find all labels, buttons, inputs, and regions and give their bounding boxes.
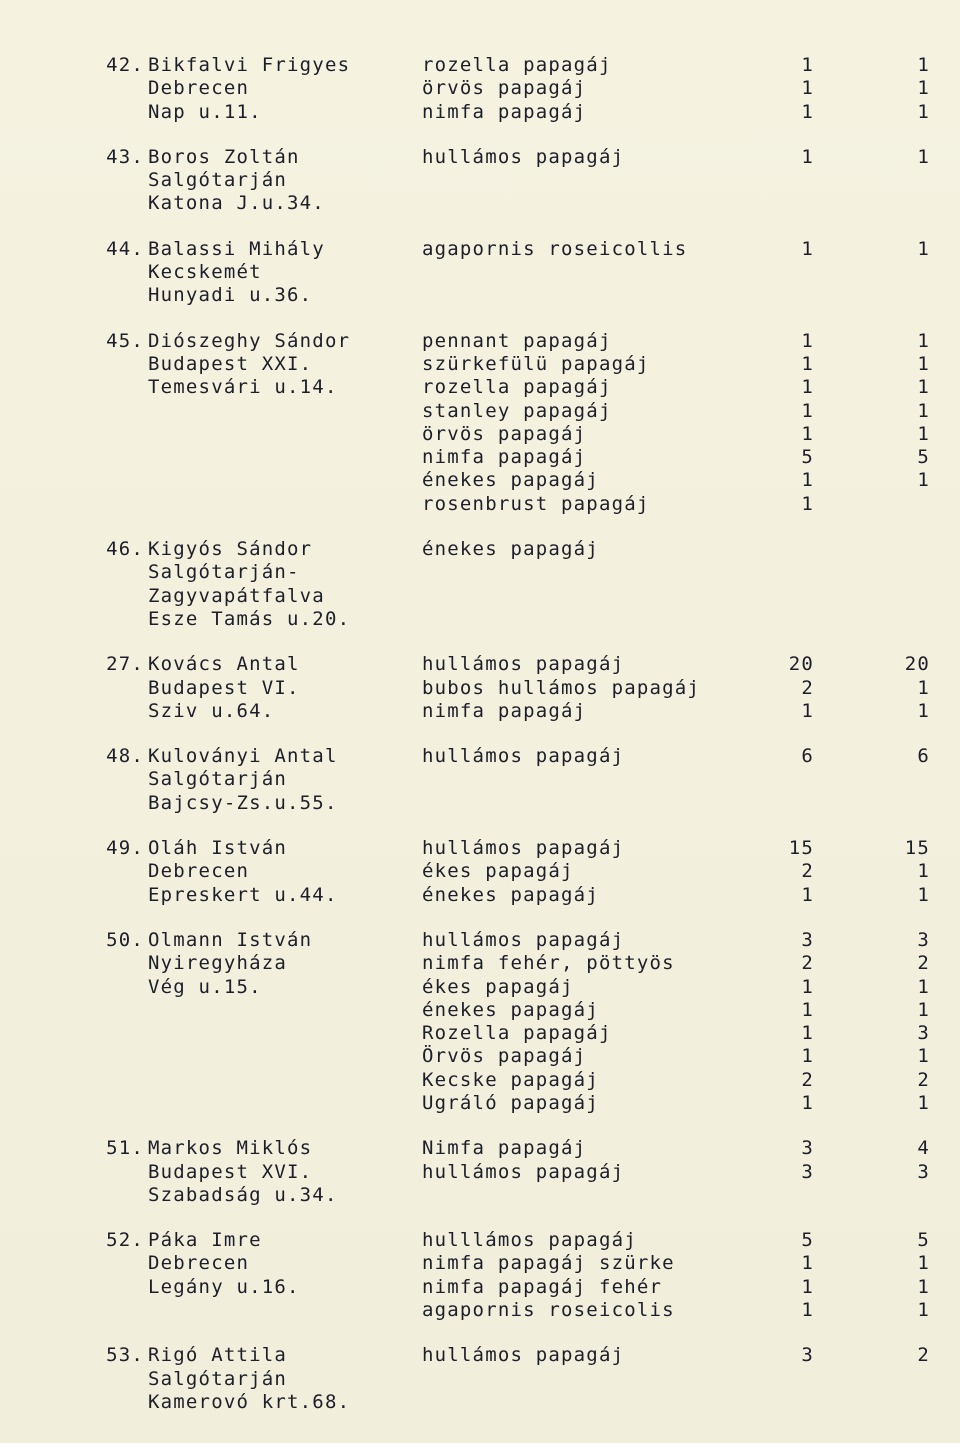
owner-line: Salgótarján- — [148, 561, 300, 584]
owner-line: Budapest XVI. — [148, 1160, 313, 1183]
count-entered: 1 — [801, 1299, 814, 1322]
count-second: 5 — [917, 446, 930, 469]
count-second — [814, 538, 930, 561]
bird-row — [422, 1344, 930, 1367]
entry-list — [0, 54, 960, 1414]
count-second: 1 — [917, 352, 930, 375]
species-name: énekes papagáj — [422, 883, 599, 906]
species-name: rozella papagáj — [422, 54, 612, 76]
owner-line: Epreskert u.44. — [148, 883, 338, 906]
count-entered: 2 — [801, 1068, 814, 1091]
owner-block — [148, 238, 422, 308]
bird-row — [422, 952, 930, 975]
owner-line: Zagyvapátfalva — [148, 584, 325, 607]
species-name: énekes papagáj — [422, 538, 599, 561]
bird-row — [422, 999, 930, 1022]
count-entered: 1 — [801, 54, 814, 76]
species-name: Rozella papagáj — [422, 1022, 612, 1045]
species-name: hullámos papagáj — [422, 837, 625, 860]
count-second: 1 — [917, 469, 930, 492]
owner-block — [148, 1229, 422, 1322]
entry-number: 49. — [106, 837, 144, 860]
count-second: 1 — [917, 399, 930, 422]
bird-row — [422, 1069, 930, 1092]
count-entered: 1 — [801, 1045, 814, 1068]
species-name: nimfa fehér, pöttyös — [422, 952, 675, 975]
bird-list — [422, 1137, 930, 1207]
bird-list — [422, 238, 930, 308]
count-entered: 1 — [801, 1252, 814, 1275]
species-name: hullámos papagáj — [422, 145, 625, 168]
bird-row — [422, 1161, 930, 1184]
species-name: szürkefülü papagáj — [422, 352, 650, 375]
count-second: 1 — [917, 1275, 930, 1298]
count-second: 1 — [917, 860, 930, 883]
species-name: rosenbrust papagáj — [422, 492, 650, 515]
count-entered: 1 — [801, 1275, 814, 1298]
bird-row — [422, 330, 930, 353]
count-entered: 6 — [801, 745, 814, 768]
count-second: 1 — [917, 1091, 930, 1114]
species-name: nimfa papagáj — [422, 699, 587, 722]
count-entered: 1 — [801, 329, 814, 352]
count-entered: 15 — [788, 837, 814, 860]
count-entered: 1 — [801, 352, 814, 375]
bird-row — [422, 1276, 930, 1299]
owner-line: Kecskemét — [148, 261, 262, 284]
species-name: hullámos papagáj — [422, 928, 625, 951]
owner-line: Nyiregyháza — [148, 952, 288, 975]
bird-row — [422, 77, 930, 100]
owner-line: Legány u.16. — [148, 1275, 300, 1298]
owner-line: Esze Tamás u.20. — [148, 607, 351, 630]
species-name: hullámos papagáj — [422, 1160, 625, 1183]
count-entered: 1 — [801, 1091, 814, 1114]
owner-line: Sziv u.64. — [148, 699, 275, 722]
count-second: 1 — [917, 676, 930, 699]
bird-row — [422, 54, 930, 77]
bird-row — [422, 1045, 930, 1068]
owner-block — [148, 929, 422, 1115]
bird-list — [422, 538, 930, 631]
owner-line: Katona J.u.34. — [148, 192, 325, 215]
count-second: 2 — [917, 1068, 930, 1091]
count-entered: 1 — [801, 699, 814, 722]
bird-list — [422, 837, 930, 907]
species-name: agapornis roseicolis — [422, 1299, 675, 1322]
bird-list — [422, 330, 930, 516]
count-entered: 1 — [801, 399, 814, 422]
species-name: Kecske papagáj — [422, 1068, 599, 1091]
bird-list — [422, 653, 930, 723]
count-entered: 2 — [801, 952, 814, 975]
bird-row — [422, 469, 930, 492]
bird-row — [422, 353, 930, 376]
species-name: pennant papagáj — [422, 329, 612, 352]
bird-row — [422, 538, 930, 561]
bird-row — [422, 400, 930, 423]
bird-row — [422, 1022, 930, 1045]
list-item — [0, 929, 960, 1115]
species-name: bubos hullámos papagáj — [422, 676, 701, 699]
count-second: 4 — [917, 1137, 930, 1160]
count-second: 2 — [917, 1344, 930, 1367]
count-entered: 20 — [788, 653, 814, 676]
count-entered: 1 — [801, 422, 814, 445]
species-name: örvös papagáj — [422, 422, 587, 445]
count-second: 2 — [917, 952, 930, 975]
owner-line: Bikfalvi Frigyes — [148, 54, 351, 76]
list-item — [0, 238, 960, 308]
count-entered: 1 — [801, 883, 814, 906]
count-second: 1 — [917, 1045, 930, 1068]
bird-row — [422, 929, 930, 952]
entry-number: 43. — [106, 145, 144, 168]
species-name: hullámos papagáj — [422, 653, 625, 676]
count-second: 3 — [917, 1022, 930, 1045]
owner-line: Debrecen — [148, 1252, 250, 1275]
entry-number: 53. — [106, 1344, 144, 1367]
bird-row — [422, 101, 930, 124]
owner-line: Budapest VI. — [148, 676, 300, 699]
species-name: agapornis roseicollis — [422, 237, 688, 260]
owner-line: Olmann István — [148, 928, 313, 951]
count-second: 1 — [917, 145, 930, 168]
list-item — [0, 1344, 960, 1414]
entry-number: 52. — [106, 1229, 144, 1252]
bird-row — [422, 423, 930, 446]
owner-block — [148, 538, 422, 631]
bird-row — [422, 860, 930, 883]
bird-row — [422, 1299, 930, 1322]
list-item — [0, 146, 960, 216]
owner-line: Nap u.11. — [148, 100, 262, 123]
bird-row — [422, 1229, 930, 1252]
entry-number: 45. — [106, 329, 144, 352]
count-entered: 5 — [801, 446, 814, 469]
owner-line: Kuloványi Antal — [148, 745, 338, 768]
count-second: 1 — [917, 100, 930, 123]
count-second: 1 — [917, 998, 930, 1021]
count-second: 1 — [917, 699, 930, 722]
entry-number: 51. — [106, 1137, 144, 1160]
count-second: 1 — [917, 422, 930, 445]
bird-row — [422, 1092, 930, 1115]
species-name: hullámos papagáj — [422, 745, 625, 768]
list-item — [0, 653, 960, 723]
owner-block — [148, 1137, 422, 1207]
count-entered: 3 — [801, 1137, 814, 1160]
owner-line: Kamerovó krt.68. — [148, 1390, 351, 1413]
owner-line: Boros Zoltán — [148, 145, 300, 168]
count-entered: 2 — [801, 676, 814, 699]
count-entered: 2 — [801, 860, 814, 883]
owner-line: Rigó Attila — [148, 1344, 288, 1367]
species-name: nimfa papagáj fehér — [422, 1275, 663, 1298]
species-name: Örvös papagáj — [422, 1045, 587, 1068]
owner-block — [148, 837, 422, 907]
entry-number: 44. — [106, 237, 144, 260]
owner-line: Budapest XXI. — [148, 352, 313, 375]
owner-block — [148, 146, 422, 216]
count-entered: 5 — [801, 1229, 814, 1252]
species-name: hulllámos papagáj — [422, 1229, 637, 1252]
count-entered: 1 — [801, 998, 814, 1021]
bird-row — [422, 677, 930, 700]
owner-line: Salgótarján — [148, 1367, 288, 1390]
species-name: énekes papagáj — [422, 469, 599, 492]
count-entered: 1 — [801, 1022, 814, 1045]
count-second: 3 — [917, 928, 930, 951]
species-name: örvös papagáj — [422, 77, 587, 100]
count-second: 1 — [917, 329, 930, 352]
bird-row — [422, 700, 930, 723]
bird-row — [422, 745, 930, 768]
list-item — [0, 745, 960, 815]
owner-line: Kigyós Sándor — [148, 538, 313, 561]
owner-line: Oláh István — [148, 837, 288, 860]
count-entered: 3 — [801, 1344, 814, 1367]
count-entered: 1 — [801, 145, 814, 168]
species-name: nimfa papagáj szürke — [422, 1252, 675, 1275]
owner-line: Hunyadi u.36. — [148, 284, 313, 307]
owner-line: Temesvári u.14. — [148, 376, 338, 399]
count-second: 1 — [917, 1299, 930, 1322]
count-entered: 1 — [801, 77, 814, 100]
bird-row — [422, 1137, 930, 1160]
bird-list — [422, 1229, 930, 1322]
count-entered: 1 — [801, 469, 814, 492]
entry-number: 42. — [106, 54, 144, 76]
list-item — [0, 837, 960, 907]
owner-block — [148, 54, 422, 124]
count-second: 20 — [904, 653, 930, 676]
count-second: 1 — [917, 376, 930, 399]
owner-line: Salgótarján — [148, 768, 288, 791]
species-name: stanley papagáj — [422, 399, 612, 422]
count-entered: 1 — [801, 376, 814, 399]
count-second: 1 — [917, 237, 930, 260]
owner-block — [148, 330, 422, 516]
count-second: 3 — [917, 1160, 930, 1183]
count-second: 6 — [917, 745, 930, 768]
species-name: Ugráló papagáj — [422, 1091, 599, 1114]
bird-row — [422, 446, 930, 469]
list-item — [0, 1229, 960, 1322]
bird-row — [422, 146, 930, 169]
bird-row — [422, 238, 930, 261]
species-name: nimfa papagáj — [422, 446, 587, 469]
species-name: Nimfa papagáj — [422, 1137, 587, 1160]
count-second: 1 — [917, 883, 930, 906]
count-entered: 1 — [801, 492, 814, 515]
list-item — [0, 330, 960, 516]
owner-line: Páka Imre — [148, 1229, 262, 1252]
list-item — [0, 538, 960, 631]
owner-block — [148, 1344, 422, 1414]
owner-line: Debrecen — [148, 860, 250, 883]
bird-list — [422, 54, 930, 124]
owner-line: Diószeghy Sándor — [148, 329, 351, 352]
count-second: 15 — [904, 837, 930, 860]
bird-row — [422, 376, 930, 399]
count-entered: 3 — [801, 1160, 814, 1183]
count-second: 5 — [917, 1229, 930, 1252]
count-second: 1 — [917, 54, 930, 76]
species-name: hullámos papagáj — [422, 1344, 625, 1367]
owner-line: Debrecen — [148, 77, 250, 100]
bird-list — [422, 745, 930, 815]
count-second: 1 — [917, 975, 930, 998]
owner-line: Szabadság u.34. — [148, 1183, 338, 1206]
entry-number: 27. — [106, 653, 144, 676]
bird-row — [422, 884, 930, 907]
species-name: ékes papagáj — [422, 860, 574, 883]
owner-block — [148, 745, 422, 815]
count-second: 1 — [917, 77, 930, 100]
list-item — [0, 1137, 960, 1207]
bird-row — [422, 1252, 930, 1275]
list-item — [0, 54, 960, 124]
entry-number: 46. — [106, 538, 144, 561]
bird-row — [422, 837, 930, 860]
species-name: nimfa papagáj — [422, 100, 587, 123]
count-entered: 1 — [801, 100, 814, 123]
count-entered: 1 — [801, 975, 814, 998]
count-second — [814, 493, 930, 516]
bird-row — [422, 493, 930, 516]
species-name: rozella papagáj — [422, 376, 612, 399]
owner-line: Markos Miklós — [148, 1137, 313, 1160]
owner-line: Bajcsy-Zs.u.55. — [148, 791, 338, 814]
owner-line: Vég u.15. — [148, 975, 262, 998]
entry-number: 50. — [106, 928, 144, 951]
species-name: énekes papagáj — [422, 998, 599, 1021]
species-name: ékes papagáj — [422, 975, 574, 998]
owner-line: Salgótarján — [148, 169, 288, 192]
owner-block — [148, 653, 422, 723]
owner-line: Balassi Mihály — [148, 237, 325, 260]
bird-list — [422, 929, 930, 1115]
owner-line: Kovács Antal — [148, 653, 300, 676]
count-entered: 1 — [801, 237, 814, 260]
count-entered — [758, 538, 814, 561]
count-second: 1 — [917, 1252, 930, 1275]
bird-row — [422, 976, 930, 999]
entry-number: 48. — [106, 745, 144, 768]
count-entered: 3 — [801, 928, 814, 951]
bird-list — [422, 146, 930, 216]
bird-row — [422, 653, 930, 676]
bird-list — [422, 1344, 930, 1414]
